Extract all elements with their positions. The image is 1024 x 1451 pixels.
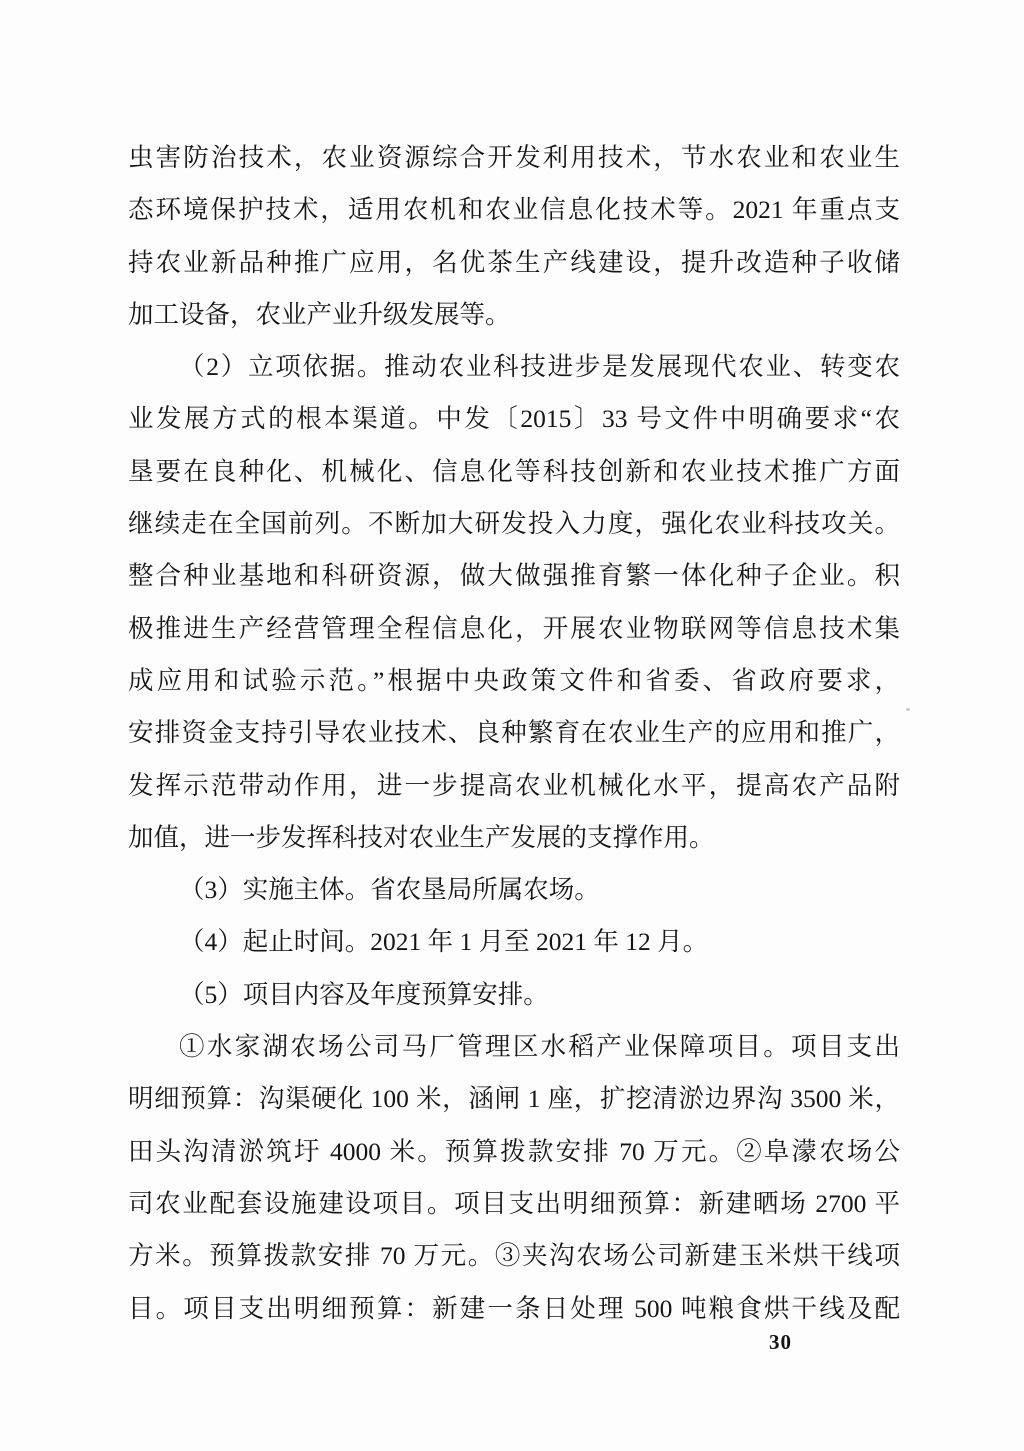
text-line: 司农业配套设施建设项目。项目支出明细预算：新建晒场 2700 平 <box>128 1188 900 1218</box>
text-line: 继续走在全国前列。不断加大研发投入力度，强化农业科技攻关。 <box>128 509 900 539</box>
text-line: 明细预算：沟渠硬化 100 米，涵闸 1 座，扩挖清淤边界沟 3500 米， <box>128 1084 900 1114</box>
text-line: （3）实施主体。省农垦局所属农场。 <box>179 875 600 905</box>
text-line: 加工设备，农业产业升级发展等。 <box>128 299 511 329</box>
text-line: 态环境保护技术，适用农机和农业信息化技术等。2021 年重点支 <box>128 195 900 225</box>
document-text <box>128 132 900 1335</box>
text-line: 发挥示范带动作用，进一步提高农业机械化水平，提高农产品附 <box>128 770 900 800</box>
text-line: 整合种业基地和科研资源，做大做强推育繁一体化种子企业。积 <box>128 561 900 591</box>
text-line: 方米。预算拨款安排 70 万元。③夹沟农场公司新建玉米烘干线项 <box>128 1241 900 1271</box>
text-line: （2）立项依据。推动农业科技进步是发展现代农业、转变农 <box>179 352 900 382</box>
text-line: 虫害防治技术，农业资源综合开发利用技术，节水农业和农业生 <box>128 143 900 172</box>
text-line: 加值，进一步发挥科技对农业生产发展的支撑作用。 <box>128 822 715 852</box>
scan-speck <box>906 708 910 711</box>
text-line: 极推进生产经营管理全程信息化，开展农业物联网等信息技术集 <box>128 613 900 643</box>
text-line: 安排资金支持引导农业技术、良种繁育在农业生产的应用和推广， <box>128 718 900 748</box>
text-line: （4）起止时间。2021 年 1 月至 2021 年 12 月。 <box>179 927 709 957</box>
text-line: 田头沟清淤筑圩 4000 米。预算拨款安排 70 万元。②阜濛农场公 <box>128 1136 900 1166</box>
text-line: 成应用和试验示范。”根据中央政策文件和省委、省政府要求， <box>128 665 900 695</box>
page-number: 30 <box>769 1330 792 1354</box>
text-line: 业发展方式的根本渠道。中发〔2015〕33 号文件中明确要求“农 <box>128 404 900 434</box>
text-line: 目。项目支出明细预算：新建一条日处理 500 吨粮食烘干线及配 <box>128 1293 900 1323</box>
text-line: ①水家湖农场公司马厂管理区水稻产业保障项目。项目支出 <box>179 1032 900 1062</box>
text-line: 持农业新品种推广应用，名优茶生产线建设，提升改造种子收储 <box>128 247 900 277</box>
text-line: 垦要在良种化、机械化、信息化等科技创新和农业技术推广方面 <box>128 456 900 486</box>
text-line: （5）项目内容及年度预算安排。 <box>179 979 549 1009</box>
